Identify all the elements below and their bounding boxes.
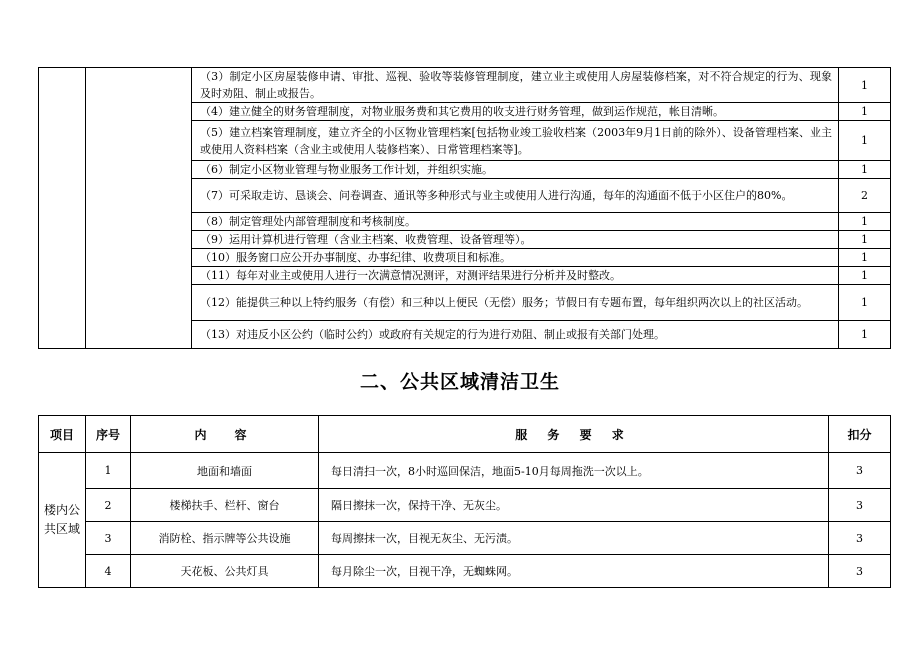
deduction-cell: 3 <box>829 522 891 555</box>
deduction-cell: 3 <box>829 555 891 588</box>
score-value: 2 <box>839 179 891 213</box>
deduction-cell: 3 <box>829 489 891 522</box>
score-value: 1 <box>839 121 891 161</box>
header-requirement: 服 务 要 求 <box>319 416 829 453</box>
seq-cell: 4 <box>86 555 131 588</box>
requirement-cell: 每周擦抹一次，目视无灰尘、无污渍。 <box>319 522 829 555</box>
requirement-text: （13）对违反小区公约（临时公约）或政府有关规定的行为进行劝阻、制止或报有关部门处理。 <box>192 321 839 349</box>
header-item: 项目 <box>39 416 86 453</box>
requirement-text: （8）制定管理处内部管理制度和考核制度。 <box>192 213 839 231</box>
requirement-text: （3）制定小区房屋装修申请、审批、巡视、验收等装修管理制度，建立业主或使用人房屋装修档案，对不符合规定的行为、现象及时劝阻、制止或报告。 <box>192 68 839 103</box>
requirement-text: （5）建立档案管理制度，建立齐全的小区物业管理档案[包括物业竣工验收档案（2003年9月1日前的除外）、设备管理档案、业主或使用人资料档案（含业主或使用人装修档案）、日常管理档案等]。 <box>192 121 839 161</box>
seq-cell: 1 <box>86 453 131 489</box>
management-table <box>38 67 891 349</box>
header-seq: 序号 <box>86 416 131 453</box>
requirement-cell: 隔日擦抹一次，保持干净、无灰尘。 <box>319 489 829 522</box>
deduction-cell: 3 <box>829 453 891 489</box>
content-cell: 楼梯扶手、栏杆、窗台 <box>131 489 319 522</box>
score-value: 1 <box>839 321 891 349</box>
table-row <box>39 555 891 588</box>
header-content: 内 容 <box>131 416 319 453</box>
score-value: 1 <box>839 249 891 267</box>
requirement-text: （11）每年对业主或使用人进行一次满意情况测评，对测评结果进行分析并及时整改。 <box>192 267 839 285</box>
seq-cell: 2 <box>86 489 131 522</box>
score-value: 1 <box>839 267 891 285</box>
score-value: 1 <box>839 161 891 179</box>
score-value: 1 <box>839 285 891 321</box>
requirement-text: （12）能提供三种以上特约服务（有偿）和三种以上便民（无偿）服务；节假日有专题布置，每年组织两次以上的社区活动。 <box>192 285 839 321</box>
content-cell: 地面和墙面 <box>131 453 319 489</box>
section-title: 二、公共区域清洁卫生 <box>359 371 560 393</box>
requirement-text: （6）制定小区物业管理与物业服务工作计划，并组织实施。 <box>192 161 839 179</box>
score-value: 1 <box>839 103 891 121</box>
requirement-cell: 每日清扫一次，8小时巡回保洁，地面5-10月每周拖洗一次以上。 <box>319 453 829 489</box>
table-row <box>39 522 891 555</box>
score-value: 1 <box>839 213 891 231</box>
requirement-text: （7）可采取走访、恳谈会、问卷调查、通讯等多种形式与业主或使用人进行沟通，每年的沟通面不低于小区住户的80%。 <box>192 179 839 213</box>
score-value: 1 <box>839 68 891 103</box>
area-cell: 楼内公共区域 <box>39 453 86 588</box>
table-row <box>39 68 891 103</box>
seq-cell: 3 <box>86 522 131 555</box>
content-cell: 天花板、公共灯具 <box>131 555 319 588</box>
content-cell: 消防栓、指示牌等公共设施 <box>131 522 319 555</box>
item-cell <box>39 68 86 349</box>
table-row <box>39 489 891 522</box>
cleaning-table <box>38 415 891 588</box>
score-value: 1 <box>839 231 891 249</box>
requirement-text: （4）建立健全的财务管理制度，对物业服务费和其它费用的收支进行财务管理，做到运作规范，帐目清晰。 <box>192 103 839 121</box>
table-header-row <box>39 416 891 453</box>
header-deduction: 扣分 <box>829 416 891 453</box>
sub-item-cell <box>86 68 192 349</box>
requirement-text: （9）运用计算机进行管理（含业主档案、收费管理、设备管理等）。 <box>192 231 839 249</box>
requirement-cell: 每月除尘一次，目视干净，无蜘蛛网。 <box>319 555 829 588</box>
requirement-text: （10）服务窗口应公开办事制度、办事纪律、收费项目和标准。 <box>192 249 839 267</box>
table-row <box>39 453 891 489</box>
